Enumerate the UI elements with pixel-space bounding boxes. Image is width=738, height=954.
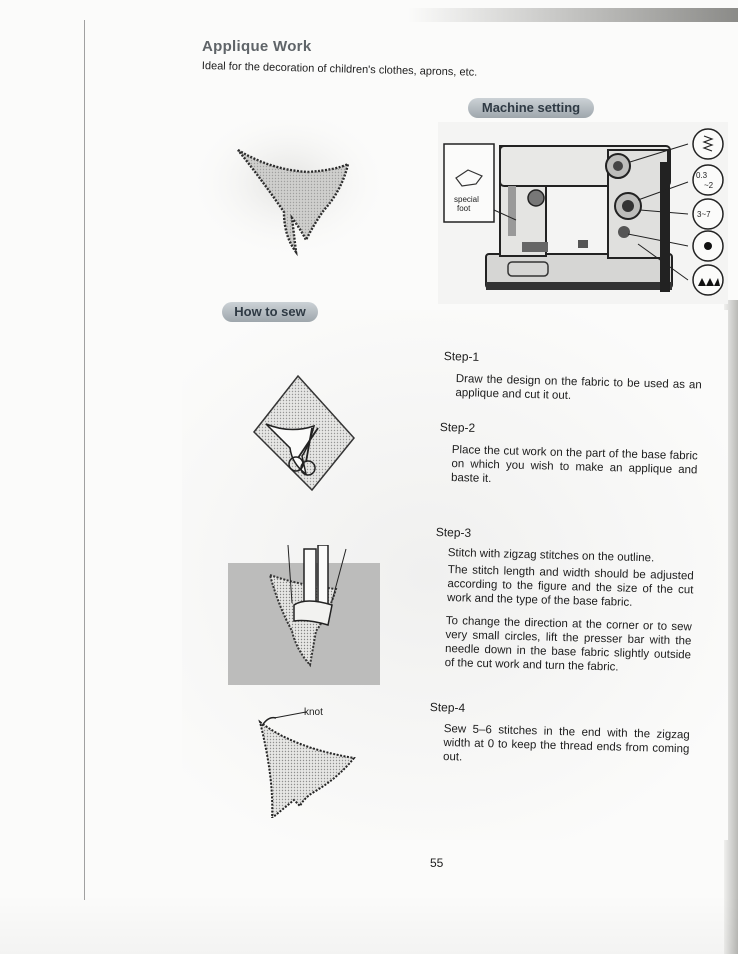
sewing-machine-illustration [438, 122, 728, 304]
step1-cutting-illustration [240, 372, 362, 494]
machine-setting-badge: Machine setting [468, 98, 594, 118]
step-3-text-3: To change the direction at the corner or to sew very small circles, lift the presser bar with the needle down in the base fabric slightly outside of the cut work and turn the fabric. [444, 614, 692, 674]
step-3-text-1: Stitch with zigzag stitches on the outline. [447, 546, 655, 565]
step-2-text: Place the cut work on the part of the base fabric on which you wish to make an applique and baste it. [450, 443, 698, 486]
binding-line [84, 20, 85, 900]
step-3-title: Step-3 [435, 525, 472, 540]
page-title: Applique Work [202, 38, 312, 55]
step-2-title: Step-2 [439, 420, 476, 435]
stitch-length-value: 0.3 [696, 171, 708, 180]
special-foot-label-2: foot [457, 204, 471, 213]
page-number: 55 [430, 856, 444, 870]
step3-stitching-illustration [228, 545, 380, 685]
special-foot-label-1: special [454, 195, 479, 204]
applique-motif-illustration [196, 120, 382, 260]
stitch-length-value-2: ~2 [704, 181, 714, 190]
how-to-sew-badge: How to sew [222, 302, 318, 322]
stitch-width-value: 3~7 [697, 210, 711, 219]
step-4-title: Step-4 [429, 700, 466, 715]
page-bottom-shade [0, 894, 738, 954]
step-1-title: Step-1 [443, 349, 480, 364]
page-subtitle: Ideal for the decoration of children's clothes, aprons, etc. [201, 60, 478, 79]
step-4-text: Sew 5–6 stitches in the end with the zigzag width at 0 to keep the thread ends from coming out. [442, 722, 690, 764]
step-1-text: Draw the design on the fabric to be used as an applique and cut it out. [455, 372, 702, 403]
page-edge-shadow-top [408, 8, 738, 22]
step4-finished-applique-illustration [254, 708, 360, 818]
step-3-text-2: The stitch length and width should be adjusted according to the figure and the size of the cut work and the type of the base fabric. [446, 563, 694, 609]
knot-label: knot [304, 707, 323, 718]
